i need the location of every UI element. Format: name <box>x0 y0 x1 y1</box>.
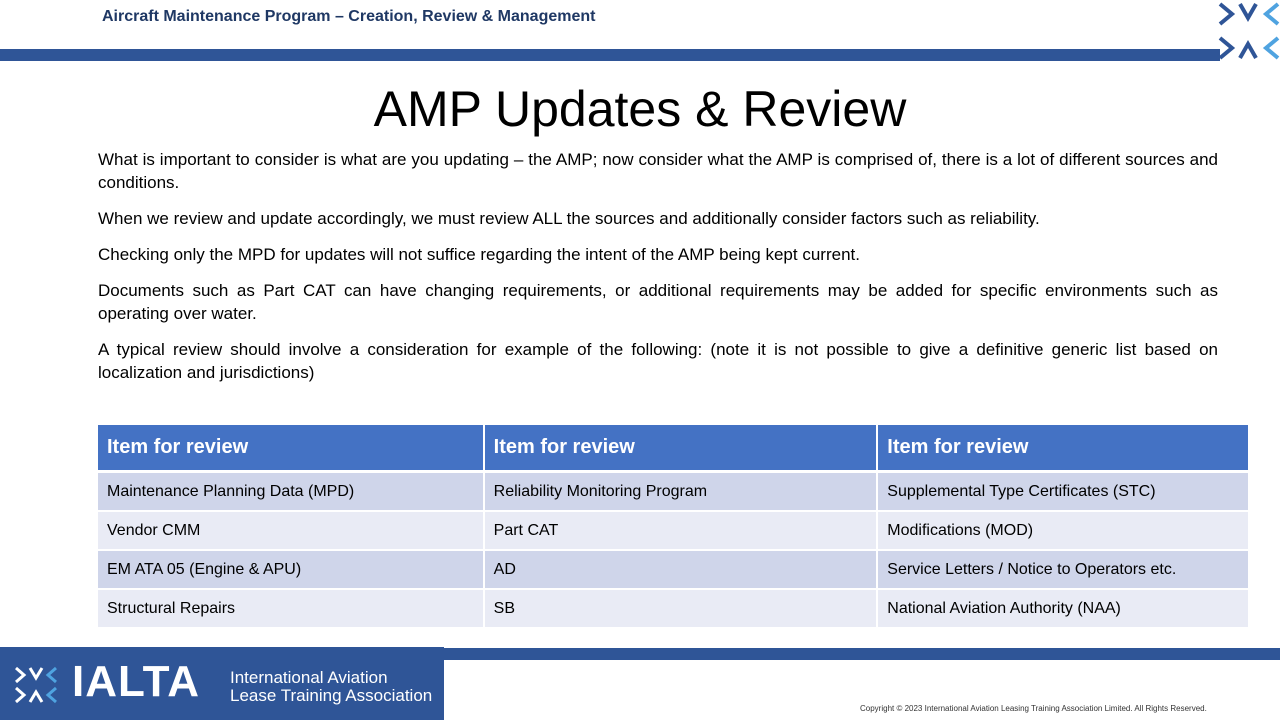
table-row <box>98 550 1249 589</box>
table-cell: SB <box>484 589 878 628</box>
slide-title: AMP Updates & Review <box>373 81 907 137</box>
table-cell: Maintenance Planning Data (MPD) <box>98 472 484 512</box>
logo-line: Lease Training Association <box>230 686 433 705</box>
column-header: Item for review <box>877 425 1249 472</box>
header-bar <box>0 49 1220 61</box>
paragraph: Documents such as Part CAT can have changing requirements, or additional requirements may be added for specific environments such as operating over water. <box>98 281 1218 323</box>
ialta-mark-icon <box>1218 0 1280 62</box>
table-cell: Vendor CMM <box>98 511 484 550</box>
table-cell: Reliability Monitoring Program <box>484 472 878 512</box>
table-cell: Service Letters / Notice to Operators etc. <box>877 550 1249 589</box>
table-cell: AD <box>484 550 878 589</box>
header-title: Aircraft Maintenance Program – Creation, Review & Management <box>102 8 596 25</box>
copyright-notice: Copyright © 2023 International Aviation Leasing Training Association Limited. All Rights Reserved. <box>860 704 1207 713</box>
paragraph: When we review and update accordingly, we must review ALL the sources and additionally consider factors such as reliability. <box>98 209 1040 228</box>
column-header: Item for review <box>98 425 484 472</box>
footer-bar <box>440 648 1280 660</box>
table-cell: Supplemental Type Certificates (STC) <box>877 472 1249 512</box>
table-row <box>98 472 1249 512</box>
table-cell: Structural Repairs <box>98 589 484 628</box>
table-header-row <box>98 425 1249 472</box>
table-row <box>98 511 1249 550</box>
table-cell: EM ATA 05 (Engine & APU) <box>98 550 484 589</box>
paragraph: What is important to consider is what are you updating – the AMP; now consider what the AMP is comprised of, there is a lot of different sources and conditions. <box>98 150 1218 192</box>
body-text <box>98 148 1218 397</box>
logo-association-name <box>230 669 432 705</box>
paragraph: Checking only the MPD for updates will not suffice regarding the intent of the AMP being kept current. <box>98 245 860 264</box>
logo-line: International Aviation <box>230 668 388 687</box>
table-cell: Part CAT <box>484 511 878 550</box>
paragraph: A typical review should involve a consideration for example of the following: (note it is not possible to give a definitive generic list based on localization and jurisdictions) <box>98 340 1218 382</box>
table-cell: Modifications (MOD) <box>877 511 1249 550</box>
table-row <box>98 589 1249 628</box>
column-header: Item for review <box>484 425 878 472</box>
ialta-mark-icon <box>14 665 58 705</box>
table-cell: National Aviation Authority (NAA) <box>877 589 1249 628</box>
logo-wordmark: IALTA <box>72 657 200 706</box>
review-items-table <box>98 425 1250 629</box>
ialta-logo <box>0 647 444 720</box>
